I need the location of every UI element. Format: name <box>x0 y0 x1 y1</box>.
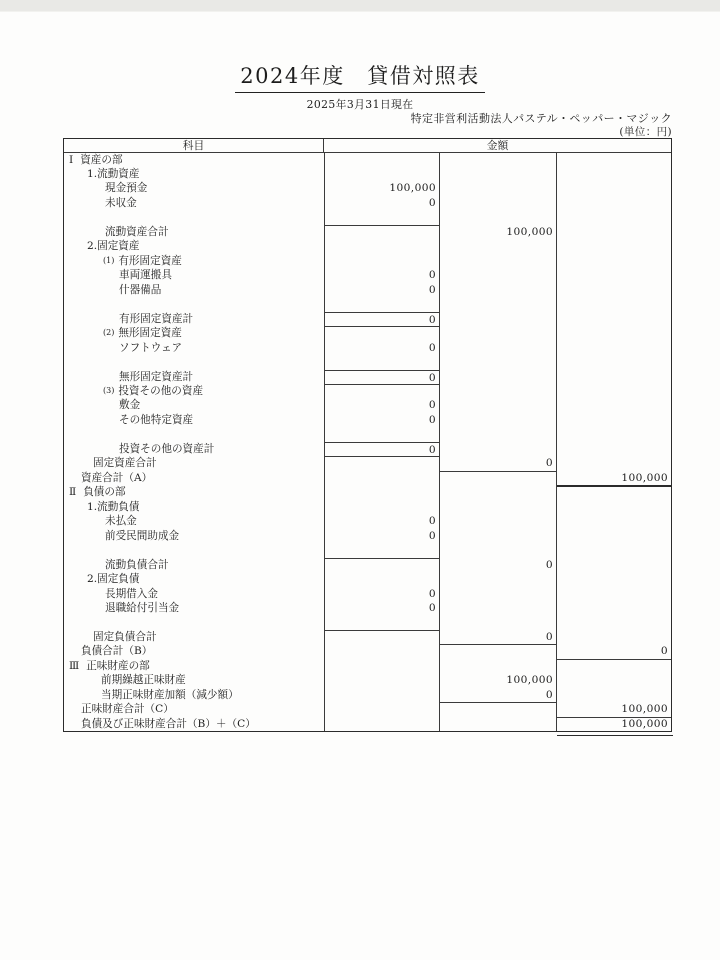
amount-total-cell <box>556 239 671 253</box>
row-label: 1.流動資産 <box>87 167 140 180</box>
amount-detail-cell <box>324 644 439 659</box>
amount-detail-cell <box>324 673 439 687</box>
subject-cell <box>64 543 324 557</box>
table-row <box>64 225 671 239</box>
amount-total-cell <box>556 659 671 673</box>
row-label: 退職給付引当金 <box>105 602 180 615</box>
table-row <box>64 601 671 615</box>
table-row <box>64 312 671 326</box>
subject-cell <box>64 514 324 528</box>
row-label: 1.流動負債 <box>87 500 140 513</box>
amount-detail-cell <box>324 500 439 514</box>
amount-subtotal-cell <box>439 485 556 499</box>
row-label: 什器備品 <box>119 283 162 296</box>
amount-detail-cell <box>324 572 439 586</box>
amount-detail-cell <box>324 210 439 224</box>
table-row <box>64 572 671 586</box>
subject-cell <box>64 644 324 659</box>
row-label: 当期正味財産加額（減少額） <box>101 688 239 701</box>
table-row <box>64 413 671 427</box>
row-label: 前期繰越正味財産 <box>101 674 186 687</box>
row-label: 前受民間助成金 <box>105 529 180 542</box>
amount-total-cell <box>556 500 671 514</box>
amount-detail-cell <box>324 239 439 253</box>
subject-cell <box>64 673 324 687</box>
amount-subtotal-cell <box>439 341 556 355</box>
row-prefix: Ⅰ <box>69 153 74 166</box>
amount-detail-cell: 0 <box>324 341 439 355</box>
amount-detail-cell: 0 <box>324 196 439 210</box>
amount-detail-cell <box>324 717 439 731</box>
subject-cell <box>64 558 324 572</box>
subject-cell <box>64 326 324 341</box>
amount-total-cell <box>556 572 671 586</box>
row-label: 無形固定資産計 <box>119 370 194 383</box>
amount-detail-cell: 0 <box>324 529 439 543</box>
amount-total-cell: 0 <box>556 644 671 659</box>
table-row <box>64 341 671 355</box>
table-row <box>64 529 671 543</box>
table-row <box>64 326 671 340</box>
amount-total-cell <box>556 427 671 441</box>
table-body <box>64 153 671 732</box>
amount-subtotal-cell <box>439 370 556 385</box>
subject-cell <box>64 616 324 630</box>
amount-subtotal-cell <box>439 210 556 224</box>
row-prefix: (2) <box>103 328 115 338</box>
table-row <box>64 254 671 268</box>
table-row <box>64 153 671 167</box>
amount-total-cell <box>556 181 671 195</box>
subject-cell <box>64 196 324 210</box>
amount-subtotal-cell <box>439 543 556 557</box>
amount-detail-cell <box>324 225 439 239</box>
amount-total-cell <box>556 341 671 355</box>
amount-total-cell <box>556 167 671 181</box>
row-label: 有形固定資産計 <box>119 312 194 325</box>
row-prefix: Ⅱ <box>69 486 77 499</box>
amount-subtotal-cell <box>439 355 556 369</box>
row-label: 長期借入金 <box>105 587 158 600</box>
subject-cell <box>64 413 324 427</box>
amount-subtotal-cell <box>439 442 556 457</box>
subject-cell <box>64 268 324 282</box>
amount-subtotal-cell <box>439 326 556 341</box>
subject-cell <box>64 398 324 412</box>
subject-cell <box>64 225 324 239</box>
table-row <box>64 167 671 181</box>
subject-cell <box>64 688 324 703</box>
row-label: 投資その他の資産 <box>118 385 204 397</box>
amount-subtotal-cell <box>439 283 556 297</box>
amount-total-cell <box>556 485 671 499</box>
row-label: ソフトウェア <box>119 341 183 354</box>
amount-total-cell <box>556 398 671 412</box>
subject-cell <box>64 239 324 253</box>
amount-detail-cell: 100,000 <box>324 181 439 195</box>
amount-total-cell: 100,000 <box>556 717 671 731</box>
amount-total-cell <box>556 370 671 385</box>
amount-subtotal-cell <box>439 167 556 181</box>
amount-total-cell <box>556 514 671 528</box>
amount-detail-cell: 0 <box>324 413 439 427</box>
table-row <box>64 688 671 702</box>
table-row <box>64 181 671 195</box>
subject-cell <box>64 384 324 399</box>
amount-total-cell <box>556 384 671 399</box>
amount-detail-cell <box>324 153 439 167</box>
subject-cell <box>64 181 324 195</box>
amount-detail-cell <box>324 688 439 703</box>
table-row <box>64 210 671 224</box>
amount-subtotal-cell <box>439 427 556 441</box>
amount-subtotal-cell <box>439 384 556 399</box>
amount-total-cell <box>556 254 671 269</box>
amount-total-cell <box>556 529 671 543</box>
row-label: 資産の部 <box>80 153 123 166</box>
as-of-date: 2025年3月31日現在 <box>306 98 414 111</box>
amount-detail-cell <box>324 297 439 311</box>
amount-detail-cell: 0 <box>324 370 439 385</box>
table-row <box>64 239 671 253</box>
amount-detail-cell <box>324 558 439 572</box>
amount-detail-cell: 0 <box>324 268 439 282</box>
row-label: 負債及び正味財産合計（B）＋（C） <box>81 717 256 730</box>
row-label: 無形固定資産 <box>118 327 182 340</box>
subject-cell <box>64 254 324 269</box>
amount-subtotal-cell <box>439 601 556 615</box>
amount-total-cell <box>556 312 671 327</box>
row-prefix: (1) <box>103 255 115 265</box>
subject-cell <box>64 167 324 181</box>
amount-subtotal-cell: 100,000 <box>439 673 556 687</box>
subject-cell <box>64 355 324 369</box>
amount-subtotal-cell: 0 <box>439 688 556 703</box>
amount-detail-cell <box>324 543 439 557</box>
amount-column-header: 金額 <box>324 139 671 153</box>
organization-name: 特定非営利活動法人パステル・ペッパー・マジック <box>410 112 672 125</box>
amount-total-cell <box>556 630 671 645</box>
row-label: 未収金 <box>105 196 137 209</box>
table-row <box>64 442 671 456</box>
amount-total-cell <box>556 413 671 427</box>
row-label: 現金預金 <box>105 182 148 195</box>
row-label: 流動資産合計 <box>105 225 169 238</box>
amount-subtotal-cell <box>439 398 556 412</box>
table-row <box>64 427 671 441</box>
table-header-row <box>64 139 671 153</box>
table-row <box>64 500 671 514</box>
amount-detail-cell: 0 <box>324 283 439 297</box>
subject-cell <box>64 587 324 601</box>
row-label: 敷金 <box>119 399 141 412</box>
amount-subtotal-cell <box>439 529 556 543</box>
amount-total-cell <box>556 688 671 703</box>
amount-detail-cell <box>324 326 439 341</box>
amount-detail-cell <box>324 384 439 399</box>
amount-total-cell <box>556 616 671 630</box>
amount-subtotal-cell <box>439 616 556 630</box>
row-label: 負債合計（B） <box>81 645 153 658</box>
row-label: 2.固定資産 <box>87 240 140 253</box>
amount-subtotal-cell <box>439 312 556 327</box>
amount-total-cell <box>556 283 671 297</box>
table-row <box>64 616 671 630</box>
amount-subtotal-cell <box>439 702 556 717</box>
amount-detail-cell <box>324 630 439 645</box>
amount-subtotal-cell <box>439 644 556 659</box>
amount-subtotal-cell <box>439 587 556 601</box>
amount-total-cell <box>556 442 671 457</box>
row-label: 流動負債合計 <box>105 558 169 571</box>
unit-label: (単位：円) <box>619 126 672 138</box>
amount-total-cell <box>556 355 671 369</box>
subject-cell <box>64 153 324 167</box>
subject-cell <box>64 572 324 586</box>
amount-subtotal-cell <box>439 659 556 673</box>
row-label: 固定資産合計 <box>93 457 157 470</box>
amount-subtotal-cell <box>439 572 556 586</box>
row-label: 資産合計（A） <box>81 471 153 484</box>
amount-subtotal-cell: 0 <box>439 558 556 572</box>
amount-detail-cell <box>324 355 439 369</box>
amount-total-cell <box>556 153 671 167</box>
table-row <box>64 196 671 210</box>
amount-detail-cell: 0 <box>324 514 439 528</box>
page-title-text: 2024年度 貸借対照表 <box>235 60 484 93</box>
row-label: 2.固定負債 <box>87 573 140 586</box>
amount-subtotal-cell <box>439 717 556 731</box>
table-row <box>64 673 671 687</box>
page-top-strip <box>0 0 720 12</box>
table-row <box>64 485 671 499</box>
table-row <box>64 355 671 369</box>
amount-subtotal-cell <box>439 254 556 269</box>
amount-total-cell: 100,000 <box>556 471 671 487</box>
subject-cell <box>64 702 324 717</box>
amount-detail-cell <box>324 427 439 441</box>
amount-detail-cell: 0 <box>324 312 439 327</box>
subject-cell <box>64 341 324 355</box>
amount-total-cell <box>556 297 671 311</box>
amount-total-cell <box>556 558 671 572</box>
amount-subtotal-cell <box>439 413 556 427</box>
amount-detail-cell <box>324 485 439 499</box>
amount-detail-cell <box>324 456 439 471</box>
row-label: 正味財産合計（C） <box>81 703 174 716</box>
amount-total-cell <box>556 268 671 282</box>
subject-cell <box>64 659 324 673</box>
row-prefix: Ⅲ <box>69 659 80 672</box>
table-row <box>64 456 671 470</box>
amount-subtotal-cell <box>439 181 556 195</box>
amount-detail-cell <box>324 702 439 717</box>
amount-detail-cell <box>324 167 439 181</box>
amount-total-cell <box>556 456 671 471</box>
subject-cell <box>64 297 324 311</box>
row-label: その他特定資産 <box>119 413 194 426</box>
subject-cell <box>64 485 324 499</box>
table-row <box>64 268 671 282</box>
amount-total-cell: 100,000 <box>556 702 671 717</box>
subject-cell <box>64 630 324 645</box>
amount-subtotal-cell <box>439 153 556 167</box>
row-label: 負債の部 <box>83 486 126 499</box>
table-row <box>64 398 671 412</box>
amount-subtotal-cell <box>439 196 556 210</box>
amount-detail-cell: 0 <box>324 601 439 615</box>
amount-total-cell <box>556 326 671 341</box>
subject-cell <box>64 283 324 297</box>
subject-cell <box>64 601 324 615</box>
row-label: 未払金 <box>105 515 137 528</box>
row-label: 固定負債合計 <box>93 630 157 643</box>
row-prefix: (3) <box>103 386 115 395</box>
amount-subtotal-cell <box>439 268 556 282</box>
table-row <box>64 717 671 731</box>
amount-total-cell <box>556 210 671 224</box>
subject-column-header: 科目 <box>64 139 324 153</box>
table-row <box>64 558 671 572</box>
amount-total-cell <box>556 543 671 557</box>
table-row <box>64 644 671 658</box>
page-title <box>0 60 720 93</box>
subject-cell <box>64 370 324 385</box>
table-row <box>64 702 671 716</box>
amount-total-cell <box>556 673 671 687</box>
table-row <box>64 471 671 485</box>
amount-detail-cell: 0 <box>324 587 439 601</box>
table-row <box>64 587 671 601</box>
amount-subtotal-cell: 0 <box>439 456 556 471</box>
amount-subtotal-cell: 0 <box>439 630 556 645</box>
subject-cell <box>64 210 324 224</box>
row-label: 正味財産の部 <box>86 659 150 672</box>
row-label: 投資その他の資産計 <box>119 442 215 455</box>
subject-cell <box>64 500 324 514</box>
subject-cell <box>64 456 324 471</box>
amount-detail-cell <box>324 254 439 269</box>
amount-total-cell <box>556 196 671 210</box>
table-row <box>64 283 671 297</box>
amount-subtotal-cell: 100,000 <box>439 225 556 239</box>
amount-subtotal-cell <box>439 297 556 311</box>
table-row <box>64 659 671 673</box>
amount-detail-cell: 0 <box>324 442 439 457</box>
row-label: 有形固定資産 <box>118 254 182 267</box>
subject-cell <box>64 717 324 731</box>
table-row <box>64 384 671 398</box>
subject-cell <box>64 529 324 543</box>
amount-detail-cell: 0 <box>324 398 439 412</box>
amount-subtotal-cell <box>439 500 556 514</box>
amount-detail-cell <box>324 659 439 673</box>
table-row <box>64 543 671 557</box>
amount-total-cell <box>556 225 671 239</box>
table-row <box>64 370 671 384</box>
row-label: 車両運搬具 <box>119 269 172 282</box>
subject-cell <box>64 427 324 441</box>
table-row <box>64 297 671 311</box>
amount-subtotal-cell <box>439 514 556 528</box>
amount-total-cell <box>556 601 671 615</box>
amount-detail-cell <box>324 616 439 630</box>
table-row <box>64 630 671 644</box>
amount-total-cell <box>556 587 671 601</box>
table-row <box>64 514 671 528</box>
subject-cell <box>64 312 324 327</box>
balance-sheet-table <box>63 138 672 732</box>
subject-cell <box>64 442 324 457</box>
amount-subtotal-cell <box>439 239 556 253</box>
